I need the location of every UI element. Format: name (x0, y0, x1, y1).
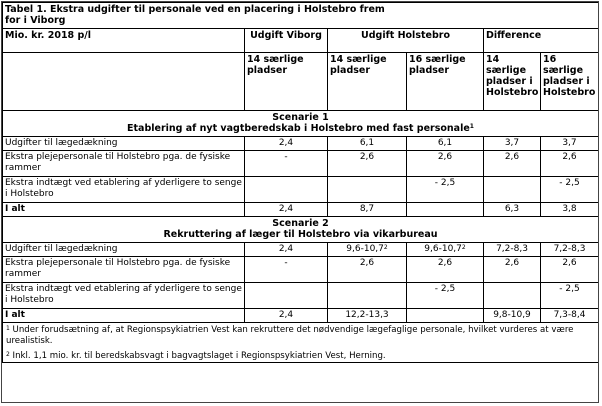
total-row-label: I alt (3, 203, 245, 217)
cell-viborg: - (245, 257, 328, 283)
scenario1-header (3, 111, 599, 137)
scenario2-header (3, 217, 599, 243)
cell-viborg: 2,4 (245, 309, 328, 323)
footnote-mark: 2 (383, 244, 388, 251)
footnote-2 (6, 351, 595, 362)
cell-h16: 2,6 (407, 257, 484, 283)
scenario1-label: Scenarie 1 (272, 112, 329, 123)
footnotes (3, 323, 599, 363)
cell-d14: 2,6 (484, 257, 541, 283)
cell-h14: 8,7 (328, 203, 407, 217)
scenario1-footnote-mark: 1 (469, 123, 474, 130)
scenario1-title: Etablering af nyt vagtberedskab i Holstebro med fast personale (127, 123, 470, 134)
table-title: Tabel 1. Ekstra udgifter til personale ved en placering i Holstebro frem for i Viborg (3, 3, 599, 29)
cell-viborg: 2,4 (245, 203, 328, 217)
cell-viborg: 2,4 (245, 243, 328, 257)
col-holstebro-14: 14 særlige pladser (328, 53, 407, 111)
footnote-text: Inkl. 1,1 mio. kr. til beredskabsvagt i bagvagtslaget i Regionspsykiatrien Vest, Herning. (9, 351, 386, 361)
cell-d16: 3,7 (541, 137, 599, 151)
table-row: Ekstra plejepersonale til Holstebro pga. de fysiske rammer (3, 257, 245, 283)
unit-label: Mio. kr. 2018 p/l (3, 29, 245, 53)
cell-h16 (407, 309, 484, 323)
cell-viborg: 2,4 (245, 137, 328, 151)
cell-h16: 6,1 (407, 137, 484, 151)
cell-h14 (328, 177, 407, 203)
cell-h16: 2,6 (407, 151, 484, 177)
cell-h16: - 2,5 (407, 177, 484, 203)
cell-d16: - 2,5 (541, 283, 599, 309)
cell-h14: 12,2-13,3 (328, 309, 407, 323)
table-row: Udgifter til lægedækning (3, 243, 245, 257)
cell-d14 (484, 283, 541, 309)
col-udgift-viborg: Udgift Viborg (245, 29, 328, 53)
table-row: Ekstra indtægt ved etablering af yderligere to senge i Holstebro (3, 283, 245, 309)
cell-viborg (245, 177, 328, 203)
blank-header-cell (3, 53, 245, 111)
cell-d14: 6,3 (484, 203, 541, 217)
cell-h14 (328, 283, 407, 309)
cell-d14: 3,7 (484, 137, 541, 151)
document-table-frame (1, 1, 599, 403)
footnote-text: Under forudsætning af, at Regionspsykiatrien Vest kan rekruttere det nødvendige lægefaglige personale, hvilket vurderes at være urealistisk. (6, 325, 574, 346)
cell-d16: 2,6 (541, 151, 599, 177)
cell-d16: - 2,5 (541, 177, 599, 203)
cell-h14: 2,6 (328, 151, 407, 177)
scenario2-label: Scenarie 2 (272, 218, 329, 229)
col-difference: Difference (484, 29, 599, 53)
col-viborg-14: 14 særlige pladser (245, 53, 328, 111)
cell-viborg: - (245, 151, 328, 177)
col-diff-16: 16 særlige pladser i Holstebro (541, 53, 599, 111)
table-row: Ekstra plejepersonale til Holstebro pga. de fysiske rammer (3, 151, 245, 177)
cell-h14-value: 9,6-10,7 (346, 244, 384, 254)
footnote-mark: 2 (6, 351, 10, 358)
footnote-mark: 2 (461, 244, 466, 251)
table-row: Udgifter til lægedækning (3, 137, 245, 151)
cell-d14: 2,6 (484, 151, 541, 177)
cell-h16-value: 9,6-10,7 (424, 244, 462, 254)
cell-h14: 6,1 (328, 137, 407, 151)
expense-table (2, 2, 599, 363)
table-row: Ekstra indtægt ved etablering af yderligere to senge i Holstebro (3, 177, 245, 203)
cell-d16: 2,6 (541, 257, 599, 283)
cell-d16: 3,8 (541, 203, 599, 217)
footnote-1 (6, 325, 595, 347)
col-udgift-holstebro: Udgift Holstebro (328, 29, 484, 53)
cell-h16 (407, 203, 484, 217)
scenario2-title: Rekruttering af læger til Holstebro via vikarbureau (163, 229, 438, 240)
total-row-label: I alt (3, 309, 245, 323)
cell-h16: - 2,5 (407, 283, 484, 309)
cell-d16: 7,3-8,4 (541, 309, 599, 323)
cell-viborg (245, 283, 328, 309)
footnote-mark: 1 (6, 325, 10, 332)
cell-d14: 9,8-10,9 (484, 309, 541, 323)
cell-h14: 2,6 (328, 257, 407, 283)
cell-h16 (407, 243, 484, 257)
cell-h14 (328, 243, 407, 257)
col-diff-14: 14 særlige pladser i Holstebro (484, 53, 541, 111)
cell-d14 (484, 177, 541, 203)
col-holstebro-16: 16 særlige pladser (407, 53, 484, 111)
scenario1-title-line (5, 123, 596, 134)
cell-d14: 7,2-8,3 (484, 243, 541, 257)
cell-d16: 7,2-8,3 (541, 243, 599, 257)
